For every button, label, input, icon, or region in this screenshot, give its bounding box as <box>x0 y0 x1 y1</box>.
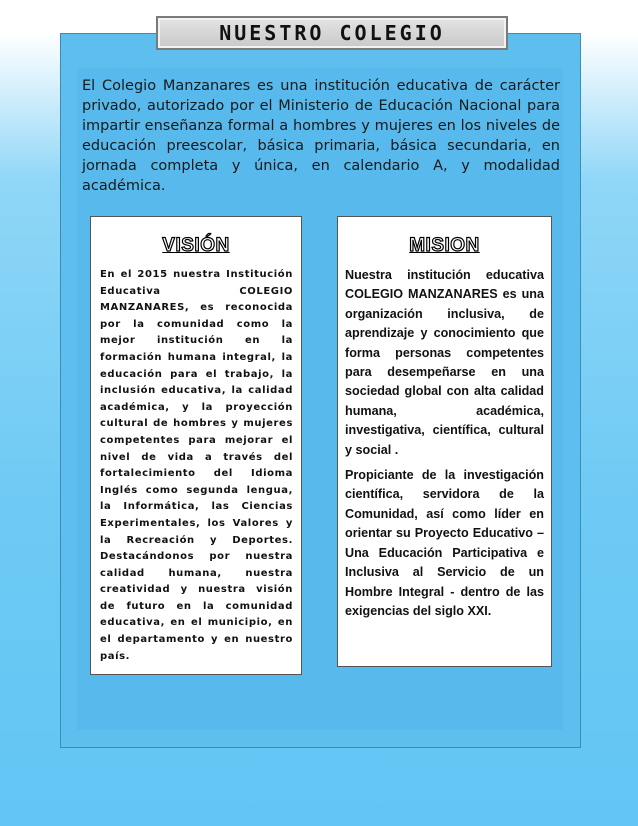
vision-text: En el 2015 nuestra Institución Educativa COLEGIO MANZANARES, es reconocida por la comunidad como la mejor institución en la formación humana integral, la educación para el trabajo, la inclusión educativa, la calidad académica, y la proyección cultural de hombres y mujeres competentes para mejorar el nivel de vida a través del fortalecimiento del Idioma Inglés como segunda lengua, la Informática, las Ciencias Experimentales, los Valores y la Recreación y Deportes. Destacándonos por nuestra calidad humana, nuestra creatividad y nuestra visión de futuro en la comunidad educativa, en el municipio, en el departamento y en nuestro país. <box>100 269 293 662</box>
title-banner <box>156 16 508 50</box>
mision-heading: MISION <box>409 235 480 256</box>
vision-card <box>90 216 302 675</box>
mision-text <box>345 266 544 621</box>
mision-paragraph: Propiciante de la investigación científica, servidora de la Comunidad, así como líder en orientar su Proyecto Educativo – Una Educación Participativa e Inclusiva al Servicio de un Hombre Integral - dentro de las exigencias del siglo XXI. <box>345 468 544 618</box>
mision-card <box>337 216 552 667</box>
vision-heading: VISIÓN <box>162 235 230 256</box>
mision-paragraph: Nuestra institución educativa COLEGIO MANZANARES es una organización inclusiva, de aprendizaje y conocimiento que forma personas competentes para desempeñarse en una sociedad global con alta calidad humana, académica, investigativa, científica, cultural y social . <box>345 268 544 457</box>
page-title: NUESTRO COLEGIO <box>219 21 445 45</box>
intro-paragraph: El Colegio Manzanares es una institución educativa de carácter privado, autorizado por el Ministerio de Educación Nacional para impartir enseñanza formal a hombres y mujeres en los niveles de educación preescolar, básica primaria, básica secundaria, en jornada completa y única, en calendario A, y modalidad académica. <box>82 78 560 194</box>
